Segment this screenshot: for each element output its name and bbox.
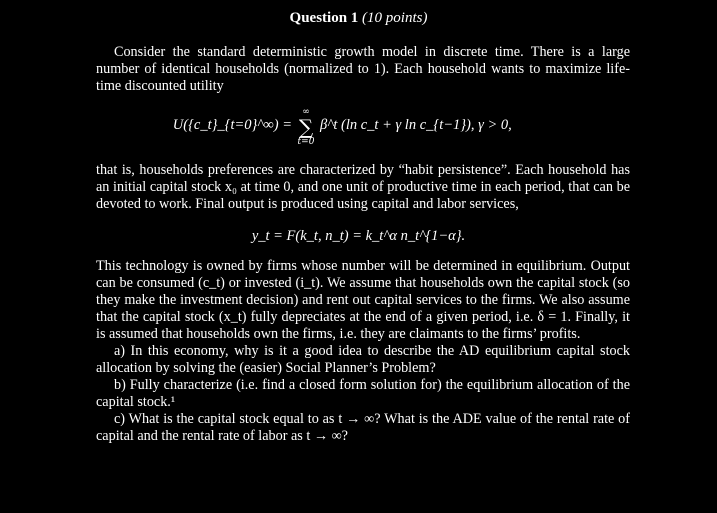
question-points: (10 points) xyxy=(362,10,428,26)
question-label: Question 1 xyxy=(289,10,359,26)
part-c: c) What is the capital stock equal to as t → ∞? What is the ADE value of the rental rate of capital and the rental rate of labor as t → ∞? xyxy=(96,411,630,444)
intro-paragraph: Consider the standard deterministic growth model in discrete time. There is a large number of identical households (normalized to 1). Each household wants to maximize life-time discounted utility xyxy=(96,44,630,94)
summation-sign xyxy=(293,108,319,147)
production-equation: y_t = F(k_t, n_t) = k_t^α n_t^{1−α}. xyxy=(251,228,466,244)
sum-lower-limit: t=0 xyxy=(297,137,315,147)
sum-upper-limit: ∞ xyxy=(302,107,310,117)
utility-lhs: U({c_t}_{t=0}^∞) = xyxy=(172,117,292,133)
utility-rhs: β^t (ln c_t + γ ln c_{t−1}), γ > 0, xyxy=(320,117,512,133)
sum-symbol: ∑ xyxy=(298,115,314,139)
question-title xyxy=(0,10,717,27)
part-a: a) In this economy, why is it a good idea to describe the AD equilibrium capital stock allocation by solving the (easier) Social Planner’s Problem? xyxy=(96,343,630,376)
technology-paragraph xyxy=(96,258,630,445)
technology-text: This technology is owned by firms whose number will be determined in equilibrium. Output can be consumed (c_t) or invested (i_t). We assume that households own the capital stock (so they make the investment decision) and rent out capital services to the firms. We also assume that the capital stock (x_t) fully depreciates at the end of a given period, i.e. δ = 1. Finally, it is assumed that households own the firms, i.e. they are claimants to the firms’ profits. xyxy=(96,258,630,342)
part-b: b) Fully characterize (i.e. find a closed form solution for) the equilibrium allocation of the capital stock.¹ xyxy=(96,377,630,410)
habit-paragraph: that is, households preferences are characterized by “habit persistence”. Each household has an initial capital stock x₀ at time 0, and one unit of productive time in each period, that can be devoted to work. Final output is produced using capital and labor services, xyxy=(96,162,630,212)
